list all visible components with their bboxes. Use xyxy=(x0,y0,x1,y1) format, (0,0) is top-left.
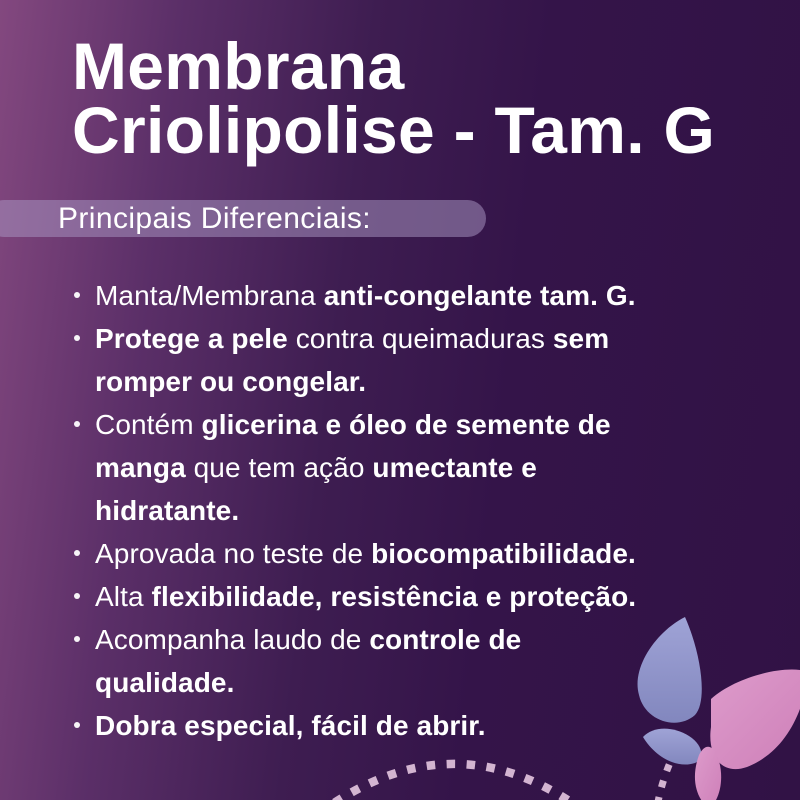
bullet-text-bold: anti-congelante tam. G. xyxy=(323,280,636,311)
bullet-text: Acompanha laudo de xyxy=(95,624,370,655)
bullet-text-bold: Protege a pele xyxy=(95,323,288,354)
list-item xyxy=(73,575,751,618)
section-label: Principais Diferenciais: xyxy=(58,201,372,235)
bullet-text-bold: Dobra especial, fácil de abrir. xyxy=(95,710,486,741)
bullet-text-bold: hidratante. xyxy=(95,495,240,526)
bullet-text: Manta/Membrana xyxy=(95,280,324,311)
list-item xyxy=(73,704,751,747)
bullet-text-bold: romper ou congelar. xyxy=(95,366,367,397)
bullet-text-bold: controle de xyxy=(369,624,522,655)
list-item xyxy=(73,317,751,403)
page-title-line-1: Membrana xyxy=(72,29,405,103)
bullet-text-bold: umectante e xyxy=(372,452,537,483)
list-item xyxy=(73,274,751,317)
page-title-line-2: Criolipolise - Tam. G xyxy=(72,93,716,167)
feature-list xyxy=(73,274,751,747)
bullet-text-bold: manga xyxy=(95,452,186,483)
bullet-text-bold: biocompatibilidade. xyxy=(371,538,636,569)
butterfly-wing-lower-petal xyxy=(695,747,721,800)
bullet-text-bold: sem xyxy=(552,323,610,354)
bullet-text: Aprovada no teste de xyxy=(95,538,372,569)
list-item xyxy=(73,403,751,532)
bullet-text-bold: glicerina e óleo de semente de xyxy=(201,409,611,440)
bullet-text: que tem ação xyxy=(185,452,373,483)
list-item xyxy=(73,618,751,704)
bullet-text: contra queimaduras xyxy=(287,323,553,354)
page-title xyxy=(72,29,716,167)
section-label-pill xyxy=(0,200,486,237)
list-item xyxy=(73,532,751,575)
bullet-text-bold: qualidade. xyxy=(95,667,235,698)
bullet-text-bold: flexibilidade, resistência e proteção. xyxy=(151,581,637,612)
bullet-text: Contém xyxy=(95,409,202,440)
bullet-text: Alta xyxy=(95,581,152,612)
dotted-arc-bottom xyxy=(318,764,598,800)
